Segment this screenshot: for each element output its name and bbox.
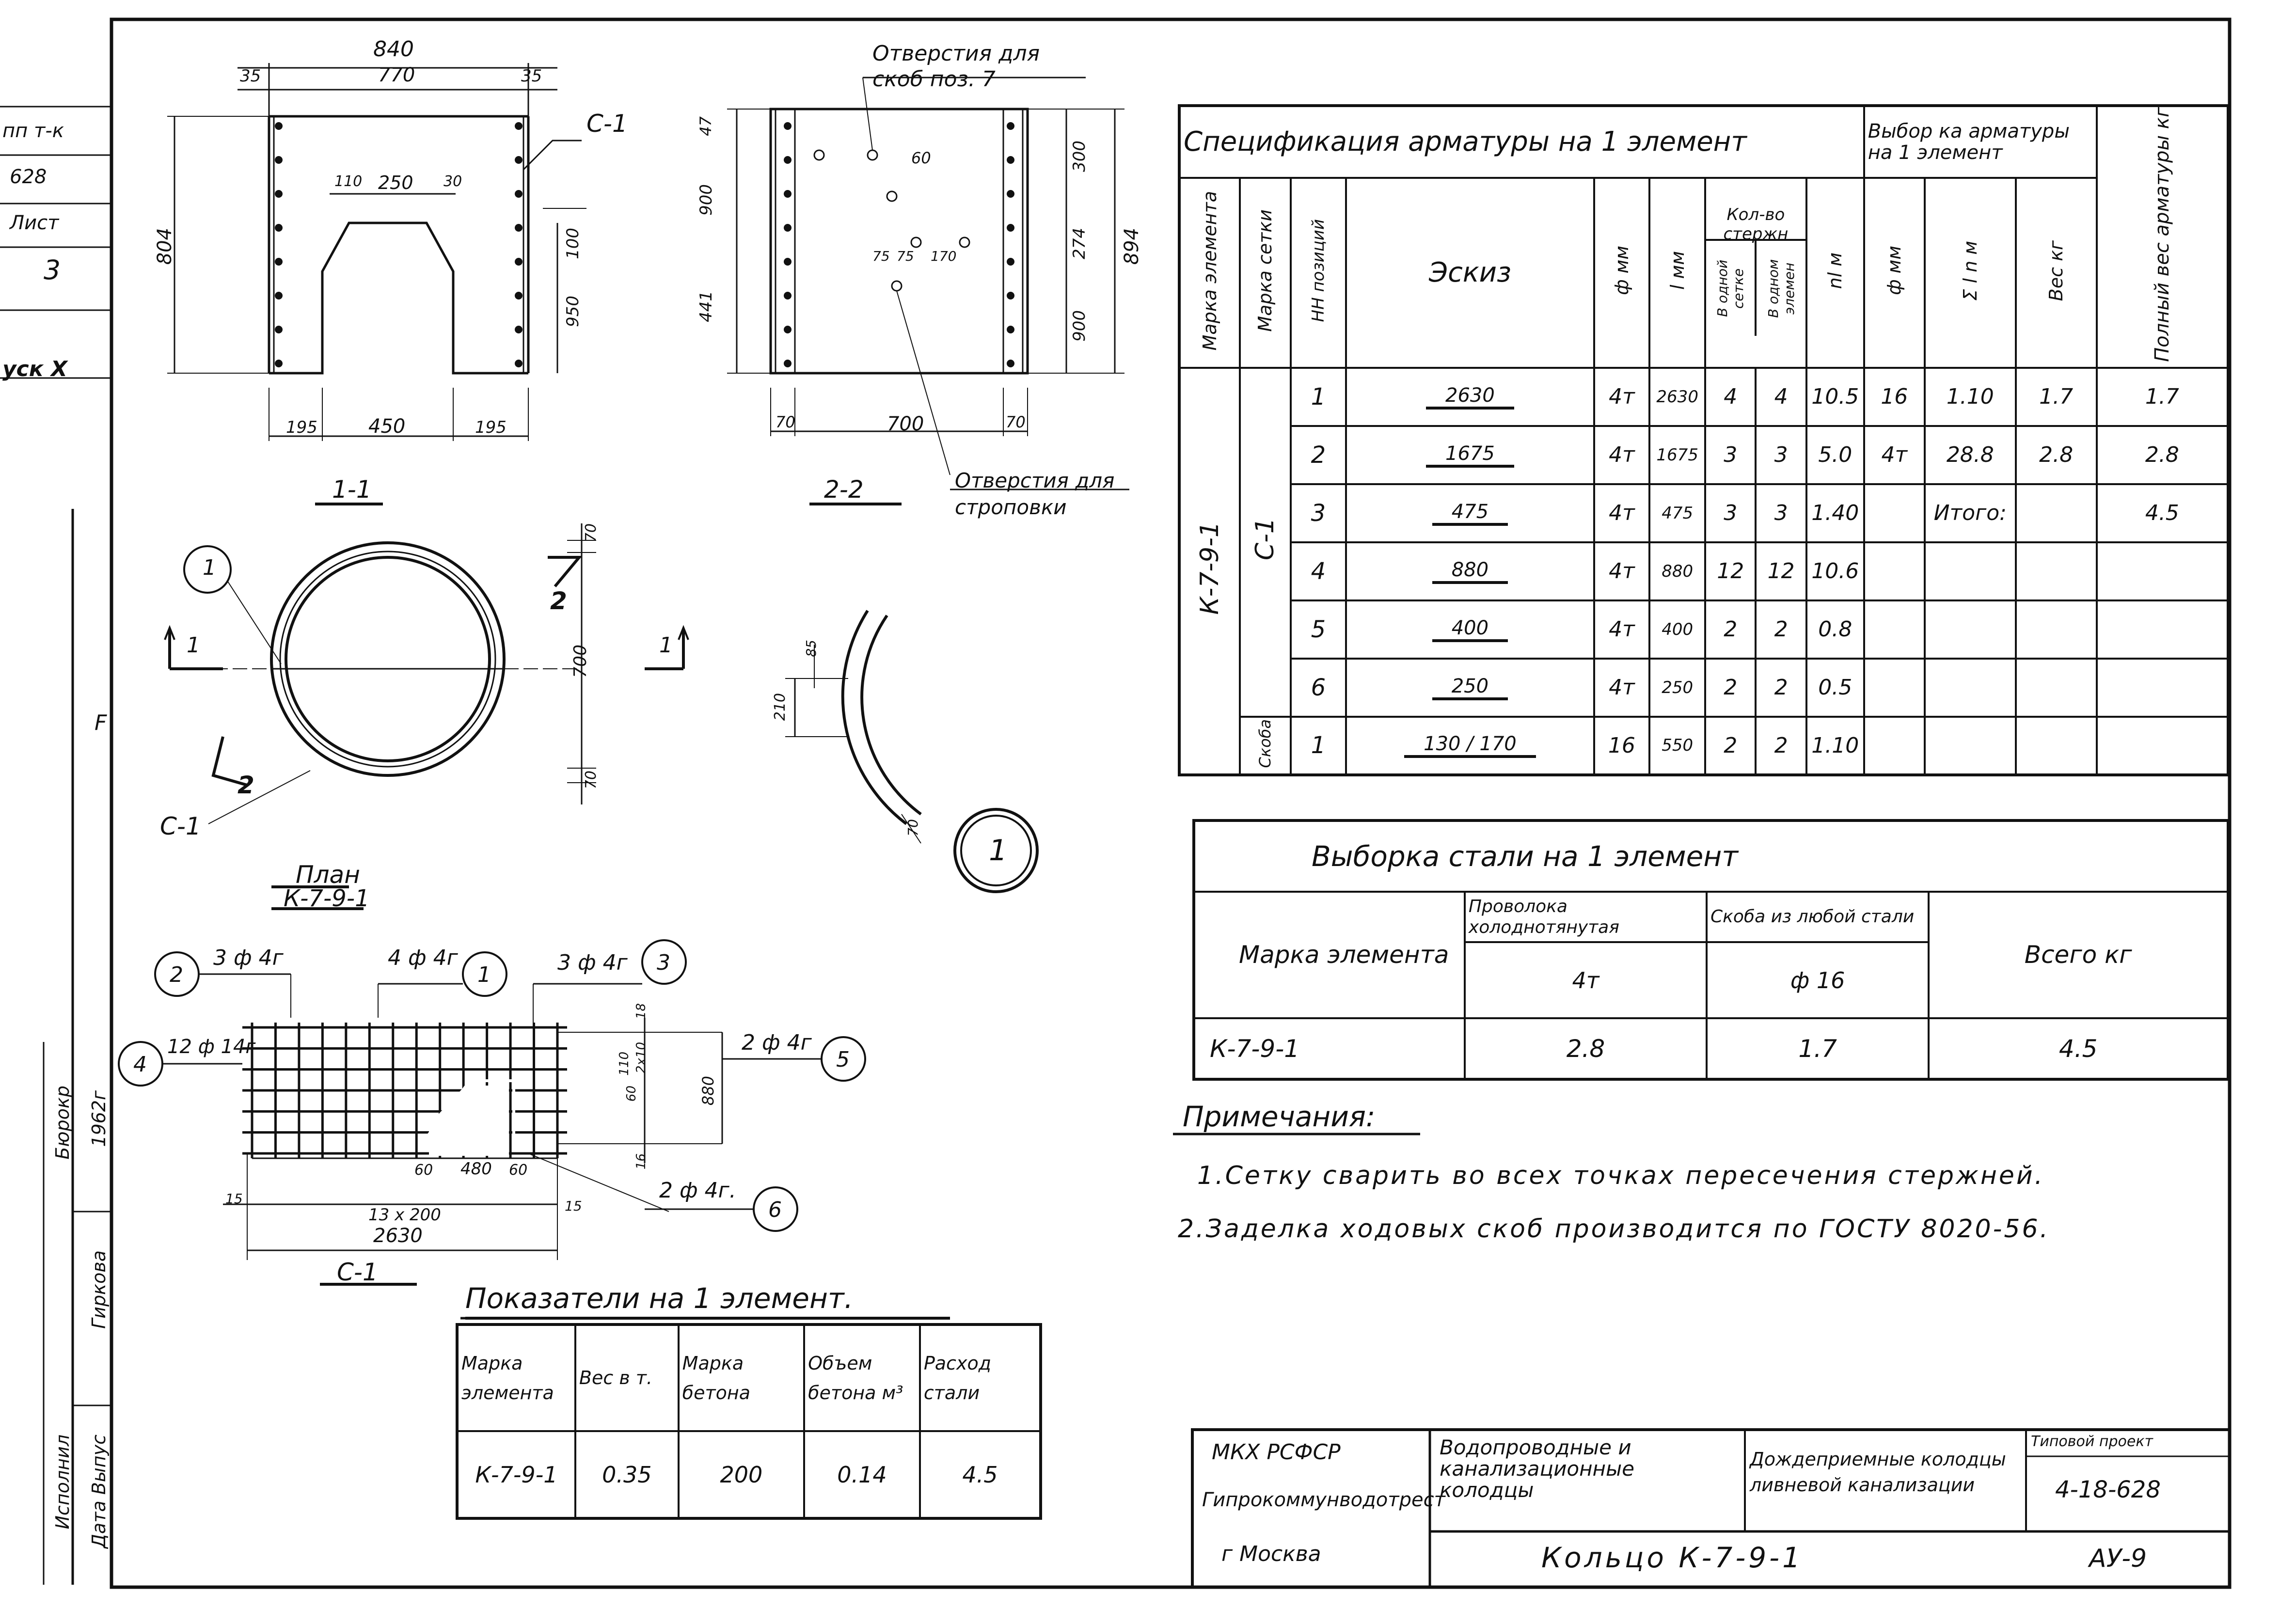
dim-text: 16 (634, 1153, 649, 1170)
dim-text: 18 (634, 1003, 649, 1020)
spec-cell-vves (2016, 484, 2097, 542)
spec-cell-k1: 2 (1705, 717, 1756, 775)
spec-cell-k2: 12 (1756, 542, 1806, 600)
spec-cell-sketch: 130 / 170 (1346, 717, 1594, 775)
spec-cell-vphi (1864, 659, 1925, 717)
dim-text: 70 (583, 523, 600, 542)
dim-text: 894 (1121, 228, 1143, 265)
callout-text: 2 ф 4г. (659, 1178, 736, 1203)
spec-cell-nl: 1.10 (1806, 717, 1864, 775)
spec-vyborka-header: Выбор ка арматуры на 1 элемент (1864, 106, 2097, 178)
callout-text: 3 ф 4г (557, 950, 628, 975)
dim-text: 13 x 200 (368, 1205, 441, 1225)
steel-title: Выборка стали на 1 элемент (1194, 820, 2228, 892)
callout-number: 1 (203, 555, 216, 580)
left-stamp-frag: F (95, 710, 107, 735)
left-stamp-frag: пп т-к (2, 120, 64, 142)
left-stamp-frag: Бюрокр (52, 1086, 73, 1160)
spec-cell-vl: 28.8 (1925, 426, 2016, 484)
spec-cell-sketch: 1675 (1346, 426, 1594, 484)
spec-total-header: Полный вес арматуры кг (2097, 106, 2228, 368)
spec-row (1179, 484, 2228, 542)
section-2-2-drawing (727, 78, 1129, 504)
spec-cell-k2: 3 (1756, 426, 1806, 484)
spec-title: Спецификация арматуры на 1 элемент (1179, 106, 1864, 178)
spec-cell-sketch: 475 (1346, 484, 1594, 542)
spec-cell-l: 550 (1649, 717, 1705, 775)
dim-text: 900 (1070, 310, 1089, 342)
spec-cell-sketch: 2630 (1346, 368, 1594, 426)
mesh-title: С-1 (337, 1258, 378, 1286)
spec-marka-setki: С-1 (1240, 368, 1290, 717)
spec-cell-l: 250 (1649, 659, 1705, 717)
spec-cell-nl: 0.8 (1806, 600, 1864, 659)
spec-cell-vphi (1864, 717, 1925, 775)
tb-org2: Гипрокоммунводотрест (1202, 1489, 1445, 1511)
dim-text: 70 (583, 771, 600, 789)
spec-cell-nl: 1.40 (1806, 484, 1864, 542)
spec-cell-k2: 2 (1756, 659, 1806, 717)
notes-title: Примечания: (1183, 1100, 1376, 1133)
dim-text: 70 (905, 819, 921, 836)
dim-text: 30 (443, 173, 462, 190)
tb-drawing-title: Кольцо К-7-9-1 (1541, 1541, 1803, 1574)
section-mark: 1 (659, 633, 673, 658)
callout-number: 6 (768, 1198, 782, 1222)
dim-text: 60 (624, 1086, 639, 1102)
spec-row (1179, 600, 2228, 659)
callout-text: 12 ф 14г (167, 1036, 256, 1058)
dim-text: 274 (1070, 228, 1089, 259)
callout-text: Отверстия для строповки (955, 469, 1115, 519)
spec-cell-vl: 1.10 (1925, 368, 2016, 426)
spec-row (1179, 542, 2228, 600)
dim-text: 480 (460, 1159, 492, 1179)
dim-text: 47 (697, 116, 715, 136)
spec-cell-k2: 3 (1756, 484, 1806, 542)
callout-number: 2 (170, 962, 183, 987)
tb-sheet: АУ-9 (2089, 1544, 2147, 1573)
dim-text: 70 (1006, 413, 1026, 431)
spec-cell-vphi: 4т (1864, 426, 1925, 484)
spec-cell-vl: Итого: (1925, 484, 2016, 542)
dim-text: 170 (931, 248, 957, 264)
tb-org1: МКХ РСФСР (1212, 1440, 1341, 1465)
left-stamp-frag: Гиркова (88, 1250, 110, 1329)
spec-cell-phi: 4т (1594, 659, 1650, 717)
callout-number: 4 (133, 1052, 147, 1077)
spec-skoba-label: Скоба (1240, 717, 1290, 775)
spec-cell-vl (1925, 600, 2016, 659)
spec-cell-k1: 4 (1705, 368, 1756, 426)
callout-text: 2 ф 4г (742, 1030, 812, 1055)
dim-text: 60 (509, 1162, 528, 1179)
dim-text: 70 (776, 413, 795, 431)
plan-label-c1: С-1 (160, 812, 201, 840)
dim-text: 75 (897, 248, 914, 264)
dim-text: 250 (378, 172, 413, 193)
spec-cell-phi: 4т (1594, 484, 1650, 542)
spec-cell-n: 3 (1291, 484, 1346, 542)
callout-number: 3 (657, 950, 670, 975)
spec-cell-nl: 0.5 (1806, 659, 1864, 717)
spec-cell-vl (1925, 542, 2016, 600)
spec-cell-vves: 2.8 (2016, 426, 2097, 484)
dim-text: 210 (772, 693, 789, 721)
tb-project-code: 4-18-628 (2055, 1476, 2161, 1503)
spec-cell-nl: 10.6 (1806, 542, 1864, 600)
spec-cell-total: 2.8 (2097, 426, 2228, 484)
spec-cell-l: 475 (1649, 484, 1705, 542)
spec-cell-l: 880 (1649, 542, 1705, 600)
dim-text: 2x10 (634, 1042, 649, 1074)
spec-row (1179, 659, 2228, 717)
dim-text: 110 (334, 173, 363, 190)
dim-text: 75 (872, 248, 890, 264)
dim-text: 110 (617, 1052, 632, 1076)
spec-cell-vl (1925, 659, 2016, 717)
dim-text: 2630 (373, 1225, 423, 1247)
spec-cell-vl (1925, 717, 2016, 775)
dim-text: 35 (240, 66, 261, 86)
left-stamp-frag: Исполнил (52, 1435, 73, 1529)
spec-cell-vves (2016, 659, 2097, 717)
tb-typical-label: Типовой проект (2031, 1433, 2153, 1450)
dim-text: 35 (521, 66, 542, 86)
spec-cell-nl: 5.0 (1806, 426, 1864, 484)
spec-cell-phi: 4т (1594, 600, 1650, 659)
spec-cell-n: 1 (1291, 368, 1346, 426)
spec-cell-vves (2016, 542, 2097, 600)
tb-project: Водопроводные и канализационные колодцы (1440, 1435, 1635, 1502)
callout-text: 4 ф 4г (388, 946, 458, 970)
steel-table: Выборка стали на 1 элемент Марка элемента Проволока холоднотянутая Скоба из любой стали Всего кг 4т ф 16 К-7-9-1 2.8 1.7 4.5 (1192, 819, 2230, 1081)
dim-text: 770 (378, 64, 415, 86)
dim-text: 700 (887, 413, 924, 435)
callout-number: 1 (477, 962, 491, 987)
spec-cell-k2: 4 (1756, 368, 1806, 426)
spec-cell-nl: 10.5 (1806, 368, 1864, 426)
spec-cell-vves (2016, 717, 2097, 775)
spec-cell-sketch: 250 (1346, 659, 1594, 717)
spec-row (1179, 368, 2228, 426)
spec-cell-total (2097, 659, 2228, 717)
left-stamp-frag: 3 (44, 254, 61, 285)
plan-title: План (296, 861, 360, 889)
spec-cell-k1: 2 (1705, 600, 1756, 659)
left-stamp-frag: 1962г (88, 1090, 110, 1147)
spec-cell-l: 2630 (1649, 368, 1705, 426)
spec-cell-phi: 4т (1594, 426, 1650, 484)
spec-cell-n: 5 (1291, 600, 1346, 659)
callout-number: 5 (836, 1047, 850, 1072)
dim-text: 195 (286, 418, 317, 437)
spec-cell-k2: 2 (1756, 600, 1806, 659)
dim-text: 60 (414, 1162, 433, 1179)
spec-cell-l: 400 (1649, 600, 1705, 659)
dim-text: 700 (570, 645, 590, 678)
dim-text: С-1 (586, 110, 628, 138)
spec-cell-phi: 4т (1594, 368, 1650, 426)
spec-cell-total: 4.5 (2097, 484, 2228, 542)
spec-cell-total (2097, 542, 2228, 600)
dim-text: 100 (563, 228, 583, 259)
spec-cell-k1: 12 (1705, 542, 1756, 600)
note-item: 1.Сетку сварить во всех точках пересечения стержней. (1197, 1161, 2045, 1190)
dim-text: 300 (1070, 141, 1089, 172)
left-stamp-frag: Лист (10, 212, 59, 234)
dim-text: 450 (368, 415, 406, 438)
spec-cell-vves: 1.7 (2016, 368, 2097, 426)
tb-subject: Дождеприемные колодцы ливневой канализации (1750, 1449, 2006, 1496)
spec-cell-vves (2016, 600, 2097, 659)
indicators-table: Марка элемента Вес в т. Марка бетона Объем бетона м³ Расход стали К-7-9-1 0.35 200 0.14 4.5 (456, 1323, 1042, 1520)
spec-cell-vphi: 16 (1864, 368, 1925, 426)
spec-cell-n: 1 (1291, 717, 1346, 775)
spec-cell-n: 2 (1291, 426, 1346, 484)
spec-table: Спецификация арматуры на 1 элемент Выбор ка арматуры на 1 элемент Полный вес арматуры кг Марка элемента Марка сетки НН позиций Эскиз ф мм l мм Кол-во стержн В одной сетке В одном элемен nl м ф мм Σ l n м Вес кг К-7-9-1 С-1 1 2630 4т 2630 4 4 10.5 16 1.10 1.7 1.7 2 1675 4т 1675 3 3 5.0 4т 28.8 2.8 2.8 3 475 4т 475 3 3 1.40 Итого: 4.5 4 880 4т 880 12 12 10.6 5 400 4т 400 2 2 0.8 6 250 4т 250 2 2 0.5 Скоба 1 130 / 170 16 550 2 2 1.10 (1178, 104, 2230, 776)
section-1-1-title: 1-1 (332, 475, 372, 504)
plan-ring-drawing (165, 523, 688, 912)
section-mark: 2 (238, 771, 254, 799)
dim-text: 804 (154, 228, 176, 265)
spec-cell-vphi (1864, 542, 1925, 600)
spec-cell-l: 1675 (1649, 426, 1705, 484)
left-stamp-frag: уск X (2, 357, 67, 381)
left-stamp-frag: Дата Выпус (88, 1435, 110, 1548)
section-mark: 1 (187, 633, 200, 658)
dim-text: 15 (565, 1198, 582, 1214)
dim-text: 900 (697, 184, 716, 216)
dim-text: 195 (475, 418, 507, 437)
dim-text: 840 (373, 37, 414, 62)
spec-cell-k1: 3 (1705, 426, 1756, 484)
spec-cell-n: 4 (1291, 542, 1346, 600)
dim-text: 880 (699, 1076, 717, 1106)
spec-cell-n: 6 (1291, 659, 1346, 717)
plan-subtitle: К-7-9-1 (284, 885, 370, 912)
spec-row (1179, 717, 2228, 775)
spec-cell-sketch: 400 (1346, 600, 1594, 659)
dim-text: 15 (225, 1191, 243, 1207)
dim-text: 85 (803, 640, 819, 657)
spec-cell-total (2097, 600, 2228, 659)
spec-cell-vphi (1864, 484, 1925, 542)
spec-cell-sketch: 880 (1346, 542, 1594, 600)
left-stamp-frag: 628 (10, 166, 47, 188)
section-1-1-drawing (167, 63, 586, 504)
callout-text: Отверстия для скоб поз. 7 (872, 41, 1040, 92)
spec-cell-total (2097, 717, 2228, 775)
dim-text: 441 (697, 291, 716, 322)
spec-cell-phi: 16 (1594, 717, 1650, 775)
tb-city: г Москва (1221, 1542, 1321, 1566)
callout-text: 3 ф 4г (213, 946, 284, 970)
dim-text: 950 (563, 296, 583, 327)
section-2-2-title: 2-2 (824, 475, 864, 504)
spec-cell-total: 1.7 (2097, 368, 2228, 426)
spec-cell-vphi (1864, 600, 1925, 659)
spec-cell-k2: 2 (1756, 717, 1806, 775)
section-mark: 2 (550, 587, 567, 615)
dim-text: 60 (911, 149, 931, 167)
spec-cell-k1: 2 (1705, 659, 1756, 717)
spec-row (1179, 426, 2228, 484)
spec-marka-elementa: К-7-9-1 (1179, 368, 1240, 775)
callout-number: 1 (989, 834, 1008, 867)
indicators-title: Показатели на 1 элемент. (465, 1282, 854, 1315)
spec-cell-phi: 4т (1594, 542, 1650, 600)
note-item: 2.Заделка ходовых скоб производится по ГОСТУ 8020-56. (1178, 1214, 2050, 1244)
spec-cell-k1: 3 (1705, 484, 1756, 542)
